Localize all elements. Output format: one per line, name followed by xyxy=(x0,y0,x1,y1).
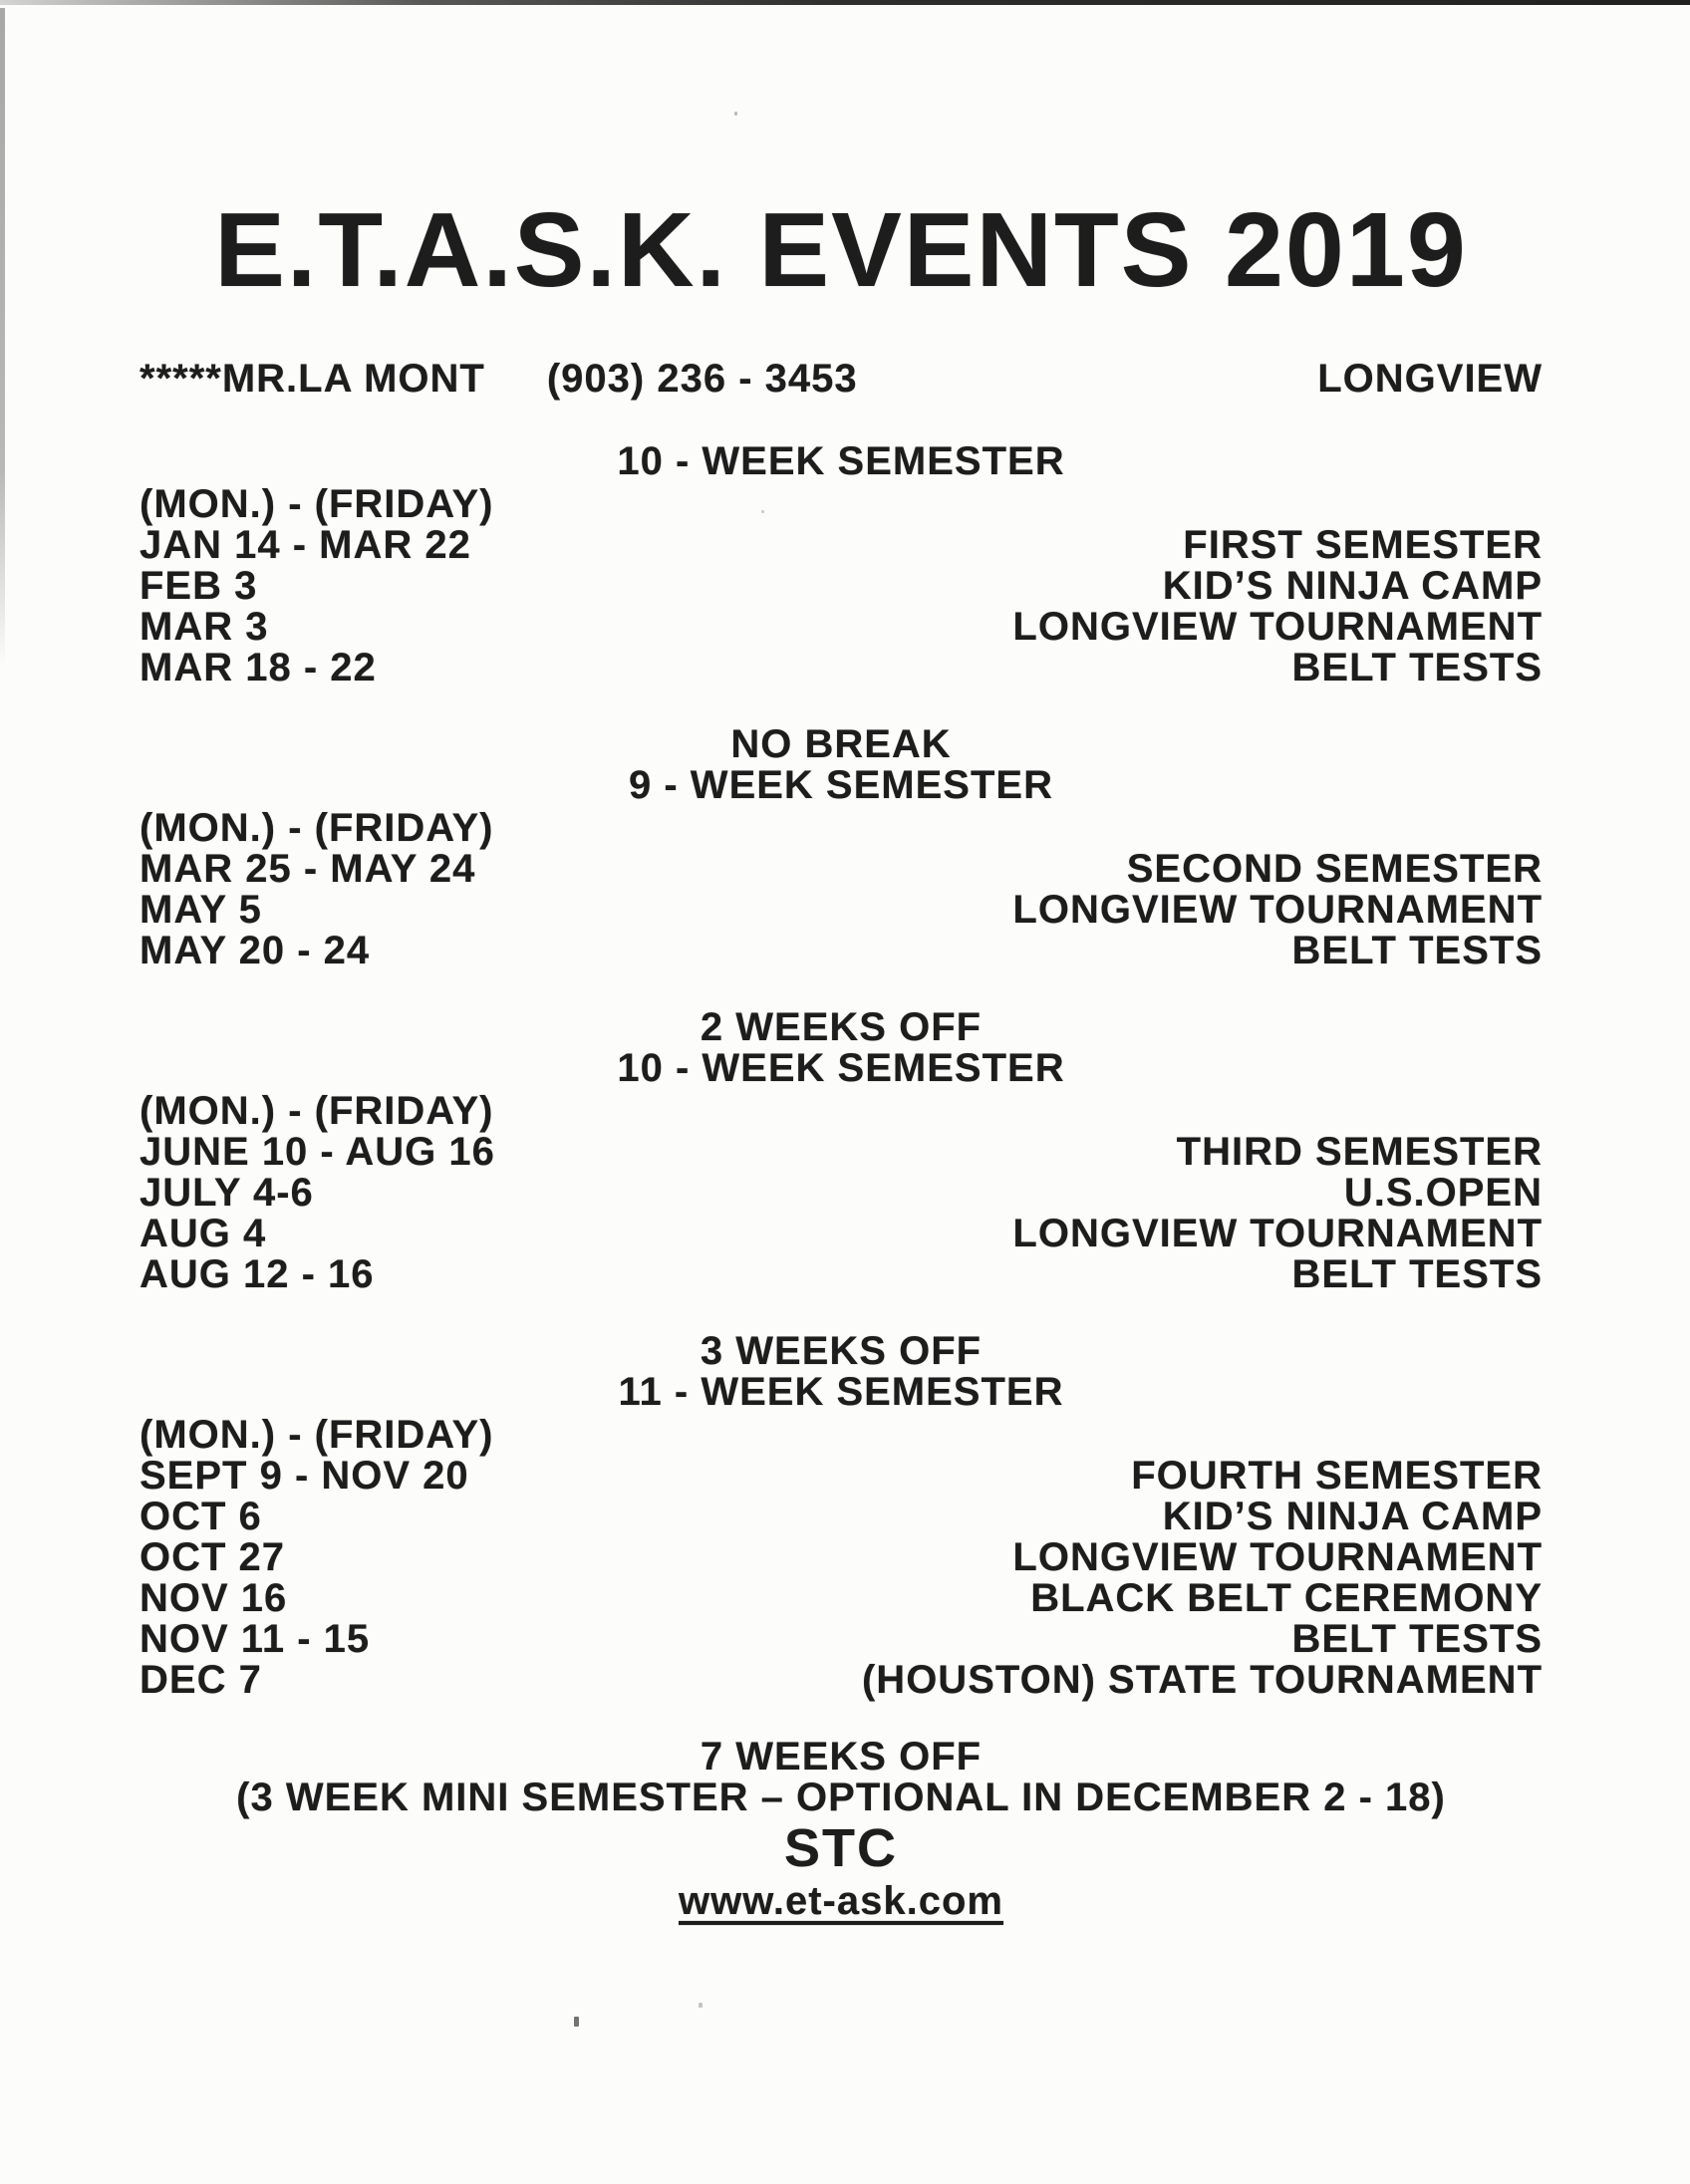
date-cell: OCT 6 xyxy=(140,1495,262,1538)
date-cell: MAR 18 - 22 xyxy=(140,646,377,689)
location-label: LONGVIEW xyxy=(1317,357,1543,401)
day-range-label: (MON.) - (FRIDAY) xyxy=(140,1413,494,1457)
schedule-row xyxy=(140,648,1543,688)
scan-speck xyxy=(761,510,764,513)
event-cell: BELT TESTS xyxy=(1291,1617,1543,1661)
semester-heading: 11 - WEEK SEMESTER xyxy=(618,1370,1064,1414)
date-cell: JUNE 10 - AUG 16 xyxy=(140,1130,495,1174)
date-cell: OCT 27 xyxy=(140,1535,286,1579)
schedule-row xyxy=(140,566,1543,607)
semester-section-2 xyxy=(140,724,1543,971)
phone-number: (903) 236 - 3453 xyxy=(546,357,858,401)
event-cell: FOURTH SEMESTER xyxy=(1131,1454,1543,1498)
event-cell: SECOND SEMESTER xyxy=(1126,847,1543,891)
event-cell: LONGVIEW TOURNAMENT xyxy=(1012,1535,1543,1579)
schedule-row xyxy=(140,890,1543,931)
date-cell: AUG 12 - 16 xyxy=(140,1252,375,1296)
scan-artifact-top-edge xyxy=(0,0,1690,5)
instructor-contact xyxy=(140,359,858,400)
date-cell: FEB 3 xyxy=(140,564,258,608)
semester-heading: 9 - WEEK SEMESTER xyxy=(629,763,1053,807)
schedule-row xyxy=(140,1173,1543,1214)
day-range-label: (MON.) - (FRIDAY) xyxy=(140,1089,494,1133)
event-cell: LONGVIEW TOURNAMENT xyxy=(1012,1212,1543,1255)
event-cell: BELT TESTS xyxy=(1291,646,1543,689)
semester-heading: 10 - WEEK SEMESTER xyxy=(617,1046,1065,1090)
event-cell: BELT TESTS xyxy=(1291,929,1543,972)
date-cell: AUG 4 xyxy=(140,1212,267,1255)
mini-semester-note: (3 WEEK MINI SEMESTER – OPTIONAL IN DECEMBER 2 - 18) xyxy=(236,1775,1446,1819)
event-cell: BELT TESTS xyxy=(1291,1252,1543,1296)
semester-section-1 xyxy=(140,441,1543,688)
schedule-row xyxy=(140,1214,1543,1254)
day-range-label: (MON.) - (FRIDAY) xyxy=(140,482,494,526)
break-heading: NO BREAK xyxy=(730,722,952,766)
break-heading: 3 WEEKS OFF xyxy=(700,1329,983,1373)
schedule-row xyxy=(140,1254,1543,1295)
date-cell: MAR 25 - MAY 24 xyxy=(140,847,476,891)
event-cell: LONGVIEW TOURNAMENT xyxy=(1012,888,1543,932)
scan-speck xyxy=(699,2003,703,2008)
date-cell: MAR 3 xyxy=(140,605,269,649)
document-header xyxy=(140,359,1543,400)
event-cell: KID’S NINJA CAMP xyxy=(1162,1495,1543,1538)
date-cell: MAY 20 - 24 xyxy=(140,929,371,972)
scan-speck xyxy=(574,2017,579,2027)
schedule-row xyxy=(140,1537,1543,1578)
semester-section-4 xyxy=(140,1331,1543,1701)
semester-heading: 10 - WEEK SEMESTER xyxy=(617,439,1065,483)
organization-label: STC xyxy=(784,1818,898,1878)
break-heading: 2 WEEKS OFF xyxy=(700,1005,983,1049)
scan-artifact-left-edge xyxy=(0,8,5,666)
scan-speck xyxy=(734,112,737,116)
event-cell: U.S.OPEN xyxy=(1343,1171,1543,1215)
event-cell: (HOUSTON) STATE TOURNAMENT xyxy=(861,1658,1543,1702)
event-cell: THIRD SEMESTER xyxy=(1176,1130,1543,1174)
event-cell: LONGVIEW TOURNAMENT xyxy=(1012,605,1543,649)
event-cell: KID’S NINJA CAMP xyxy=(1162,564,1543,608)
date-cell: JAN 14 - MAR 22 xyxy=(140,523,471,567)
schedule-row xyxy=(140,849,1543,890)
schedule-row xyxy=(140,1619,1543,1660)
schedule-row xyxy=(140,1660,1543,1701)
schedule-row xyxy=(140,1132,1543,1173)
schedule-row xyxy=(140,607,1543,648)
event-cell: BLACK BELT CEREMONY xyxy=(1030,1576,1543,1620)
page-title: E.T.A.S.K. EVENTS 2019 xyxy=(214,191,1468,309)
date-cell: JULY 4-6 xyxy=(140,1171,314,1215)
document-content xyxy=(0,191,1690,1924)
weeks-off-label: 7 WEEKS OFF xyxy=(700,1735,983,1778)
schedule-row xyxy=(140,1456,1543,1497)
schedule-row xyxy=(140,1578,1543,1619)
instructor-name: *****MR.LA MONT xyxy=(140,357,485,401)
document-footer xyxy=(140,1737,1543,1924)
semester-section-3 xyxy=(140,1007,1543,1295)
date-cell: NOV 16 xyxy=(140,1576,288,1620)
day-range-label: (MON.) - (FRIDAY) xyxy=(140,806,494,850)
event-cell: FIRST SEMESTER xyxy=(1183,523,1543,567)
date-cell: SEPT 9 - NOV 20 xyxy=(140,1454,469,1498)
date-cell: NOV 11 - 15 xyxy=(140,1617,371,1661)
date-cell: MAY 5 xyxy=(140,888,262,932)
website-url: www.et-ask.com xyxy=(679,1879,1003,1923)
schedule-row xyxy=(140,1497,1543,1537)
schedule-row xyxy=(140,931,1543,971)
date-cell: DEC 7 xyxy=(140,1658,262,1702)
schedule-row xyxy=(140,525,1543,566)
